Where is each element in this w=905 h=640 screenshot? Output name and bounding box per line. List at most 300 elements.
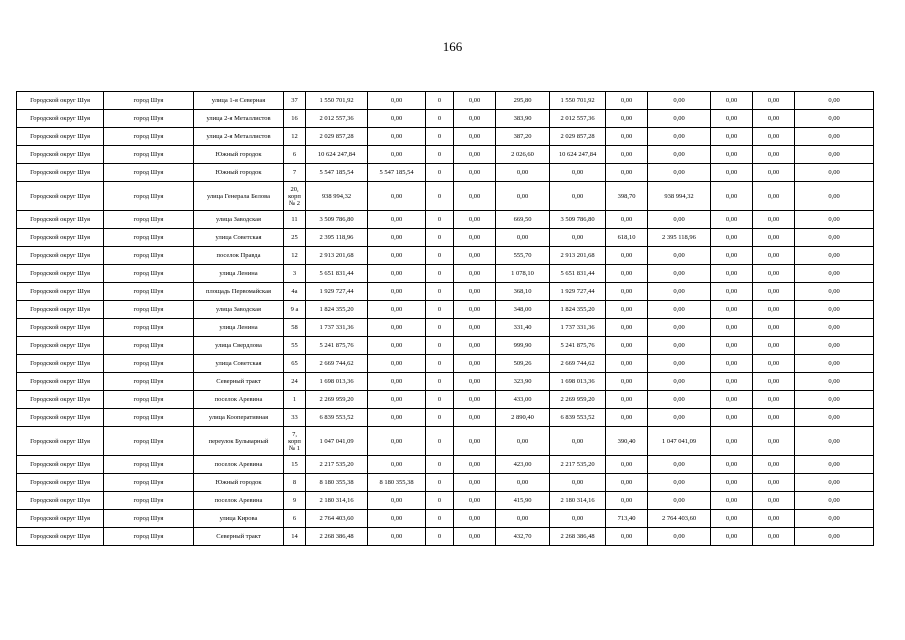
house-number-cell: 11 bbox=[284, 211, 306, 229]
cost-col-3-cell: 0,00 bbox=[454, 474, 496, 492]
cost-col-6-cell: 0,00 bbox=[711, 319, 753, 337]
cost-col-6-cell: 0,00 bbox=[711, 265, 753, 283]
cost-col-4-cell: 2 268 386,48 bbox=[550, 528, 606, 546]
municipality-cell: Городской округ Шуя bbox=[17, 92, 104, 110]
cost-col-3-cell: 0,00 bbox=[454, 456, 496, 474]
settlement-cell: город Шуя bbox=[104, 229, 194, 247]
cost-col-6-cell: 0,00 bbox=[711, 510, 753, 528]
area-col-1-cell: 2 890,40 bbox=[496, 409, 550, 427]
area-col-2-cell: 618,10 bbox=[606, 229, 648, 247]
area-col-1-cell: 323,90 bbox=[496, 373, 550, 391]
cost-col-3-cell: 0,00 bbox=[454, 128, 496, 146]
cost-col-3-cell: 0,00 bbox=[454, 319, 496, 337]
cost-col-2-cell: 0,00 bbox=[368, 337, 426, 355]
cost-col-7-cell: 0,00 bbox=[753, 211, 795, 229]
cost-col-3-cell: 0,00 bbox=[454, 182, 496, 211]
settlement-cell: город Шуя bbox=[104, 265, 194, 283]
settlement-cell: город Шуя bbox=[104, 427, 194, 456]
settlement-cell: город Шуя bbox=[104, 319, 194, 337]
cost-col-2-cell: 0,00 bbox=[368, 92, 426, 110]
table-row bbox=[17, 528, 874, 546]
street-cell: улица Кирова bbox=[194, 510, 284, 528]
total-cost-cell: 6 839 553,52 bbox=[306, 409, 368, 427]
cost-col-6-cell: 0,00 bbox=[711, 391, 753, 409]
municipality-cell: Городской округ Шуя bbox=[17, 146, 104, 164]
area-col-1-cell: 423,00 bbox=[496, 456, 550, 474]
area-col-1-cell: 999,90 bbox=[496, 337, 550, 355]
cost-col-3-cell: 0,00 bbox=[454, 229, 496, 247]
area-col-2-cell: 0,00 bbox=[606, 211, 648, 229]
area-col-1-cell: 0,00 bbox=[496, 164, 550, 182]
cost-col-7-cell: 0,00 bbox=[753, 265, 795, 283]
house-number-cell: 37 bbox=[284, 92, 306, 110]
area-col-2-cell: 0,00 bbox=[606, 355, 648, 373]
house-number-cell: 6 bbox=[284, 510, 306, 528]
area-col-2-cell: 0,00 bbox=[606, 265, 648, 283]
cost-col-7-cell: 0,00 bbox=[753, 229, 795, 247]
area-col-2-cell: 0,00 bbox=[606, 337, 648, 355]
table-row bbox=[17, 146, 874, 164]
cost-col-4-cell: 2 913 201,68 bbox=[550, 247, 606, 265]
area-col-2-cell: 0,00 bbox=[606, 247, 648, 265]
house-number-cell: 15 bbox=[284, 456, 306, 474]
cost-col-4-cell: 2 669 744,62 bbox=[550, 355, 606, 373]
total-cost-cell: 1 824 355,20 bbox=[306, 301, 368, 319]
cost-col-5-cell: 0,00 bbox=[648, 528, 711, 546]
cost-col-6-cell: 0,00 bbox=[711, 283, 753, 301]
cost-col-4-cell: 3 509 786,80 bbox=[550, 211, 606, 229]
cost-col-5-cell: 0,00 bbox=[648, 355, 711, 373]
municipality-cell: Городской округ Шуя bbox=[17, 355, 104, 373]
cost-col-7-cell: 0,00 bbox=[753, 492, 795, 510]
municipality-cell: Городской округ Шуя bbox=[17, 391, 104, 409]
cost-col-7-cell: 0,00 bbox=[753, 182, 795, 211]
table-body bbox=[17, 92, 874, 546]
cost-col-7-cell: 0,00 bbox=[753, 528, 795, 546]
total-cost-cell: 2 180 314,16 bbox=[306, 492, 368, 510]
settlement-cell: город Шуя bbox=[104, 247, 194, 265]
house-number-cell: 12 bbox=[284, 128, 306, 146]
cost-col-7-cell: 0,00 bbox=[753, 301, 795, 319]
total-cost-cell: 2 764 403,60 bbox=[306, 510, 368, 528]
count-col-cell: 0 bbox=[426, 337, 454, 355]
cost-col-5-cell: 0,00 bbox=[648, 409, 711, 427]
area-col-1-cell: 509,26 bbox=[496, 355, 550, 373]
cost-col-8-cell: 0,00 bbox=[795, 247, 874, 265]
cost-col-2-cell: 0,00 bbox=[368, 146, 426, 164]
cost-col-6-cell: 0,00 bbox=[711, 409, 753, 427]
cost-col-8-cell: 0,00 bbox=[795, 146, 874, 164]
cost-col-5-cell: 0,00 bbox=[648, 110, 711, 128]
area-col-2-cell: 0,00 bbox=[606, 373, 648, 391]
table-row bbox=[17, 409, 874, 427]
cost-col-2-cell: 0,00 bbox=[368, 409, 426, 427]
cost-col-3-cell: 0,00 bbox=[454, 510, 496, 528]
count-col-cell: 0 bbox=[426, 247, 454, 265]
cost-col-4-cell: 6 839 553,52 bbox=[550, 409, 606, 427]
street-cell: площадь Первомайская bbox=[194, 283, 284, 301]
municipality-cell: Городской округ Шуя bbox=[17, 373, 104, 391]
cost-col-4-cell: 5 241 875,76 bbox=[550, 337, 606, 355]
cost-col-4-cell: 1 824 355,20 bbox=[550, 301, 606, 319]
street-cell: улица 2-я Металлистов bbox=[194, 128, 284, 146]
total-cost-cell: 2 913 201,68 bbox=[306, 247, 368, 265]
street-cell: улица 2-я Металлистов bbox=[194, 110, 284, 128]
total-cost-cell: 10 624 247,84 bbox=[306, 146, 368, 164]
count-col-cell: 0 bbox=[426, 409, 454, 427]
settlement-cell: город Шуя bbox=[104, 373, 194, 391]
settlement-cell: город Шуя bbox=[104, 510, 194, 528]
total-cost-cell: 2 268 386,48 bbox=[306, 528, 368, 546]
total-cost-cell: 2 269 959,20 bbox=[306, 391, 368, 409]
cost-col-3-cell: 0,00 bbox=[454, 146, 496, 164]
municipality-cell: Городской округ Шуя bbox=[17, 528, 104, 546]
cost-col-5-cell: 0,00 bbox=[648, 128, 711, 146]
cost-col-8-cell: 0,00 bbox=[795, 319, 874, 337]
settlement-cell: город Шуя bbox=[104, 92, 194, 110]
cost-col-3-cell: 0,00 bbox=[454, 528, 496, 546]
settlement-cell: город Шуя bbox=[104, 474, 194, 492]
municipality-cell: Городской округ Шуя bbox=[17, 283, 104, 301]
cost-col-8-cell: 0,00 bbox=[795, 110, 874, 128]
settlement-cell: город Шуя bbox=[104, 211, 194, 229]
street-cell: Южный городок bbox=[194, 164, 284, 182]
cost-col-6-cell: 0,00 bbox=[711, 128, 753, 146]
street-cell: улица Кооперативная bbox=[194, 409, 284, 427]
cost-col-2-cell: 0,00 bbox=[368, 456, 426, 474]
cost-col-5-cell: 0,00 bbox=[648, 492, 711, 510]
cost-col-3-cell: 0,00 bbox=[454, 247, 496, 265]
house-number-cell: 55 bbox=[284, 337, 306, 355]
house-number-cell: 7, корп № 1 bbox=[284, 427, 306, 456]
municipality-cell: Городской округ Шуя bbox=[17, 301, 104, 319]
area-col-1-cell: 0,00 bbox=[496, 229, 550, 247]
area-col-1-cell: 1 078,10 bbox=[496, 265, 550, 283]
municipality-cell: Городской округ Шуя bbox=[17, 319, 104, 337]
municipality-cell: Городской округ Шуя bbox=[17, 492, 104, 510]
street-cell: улица Свердлова bbox=[194, 337, 284, 355]
table-row bbox=[17, 283, 874, 301]
cost-col-3-cell: 0,00 bbox=[454, 427, 496, 456]
count-col-cell: 0 bbox=[426, 211, 454, 229]
house-number-cell: 6 bbox=[284, 146, 306, 164]
cost-col-6-cell: 0,00 bbox=[711, 164, 753, 182]
settlement-cell: город Шуя bbox=[104, 182, 194, 211]
total-cost-cell: 3 509 786,80 bbox=[306, 211, 368, 229]
cost-col-2-cell: 0,00 bbox=[368, 528, 426, 546]
count-col-cell: 0 bbox=[426, 164, 454, 182]
house-number-cell: 20, корп № 2 bbox=[284, 182, 306, 211]
count-col-cell: 0 bbox=[426, 265, 454, 283]
cost-col-2-cell: 0,00 bbox=[368, 211, 426, 229]
cost-col-4-cell: 2 029 857,28 bbox=[550, 128, 606, 146]
settlement-cell: город Шуя bbox=[104, 146, 194, 164]
count-col-cell: 0 bbox=[426, 229, 454, 247]
count-col-cell: 0 bbox=[426, 456, 454, 474]
cost-col-2-cell: 0,00 bbox=[368, 319, 426, 337]
cost-col-8-cell: 0,00 bbox=[795, 456, 874, 474]
cost-col-8-cell: 0,00 bbox=[795, 528, 874, 546]
municipality-cell: Городской округ Шуя bbox=[17, 110, 104, 128]
house-number-cell: 24 bbox=[284, 373, 306, 391]
area-col-2-cell: 0,00 bbox=[606, 474, 648, 492]
table-row bbox=[17, 265, 874, 283]
count-col-cell: 0 bbox=[426, 510, 454, 528]
house-number-cell: 4а bbox=[284, 283, 306, 301]
cost-col-5-cell: 0,00 bbox=[648, 265, 711, 283]
cost-col-5-cell: 0,00 bbox=[648, 283, 711, 301]
cost-col-4-cell: 1 550 701,92 bbox=[550, 92, 606, 110]
table-row bbox=[17, 373, 874, 391]
cost-col-2-cell: 5 547 185,54 bbox=[368, 164, 426, 182]
house-number-cell: 3 bbox=[284, 265, 306, 283]
municipality-cell: Городской округ Шуя bbox=[17, 427, 104, 456]
cost-col-7-cell: 0,00 bbox=[753, 355, 795, 373]
street-cell: Южный городок bbox=[194, 146, 284, 164]
cost-col-5-cell: 0,00 bbox=[648, 474, 711, 492]
table-row bbox=[17, 301, 874, 319]
cost-col-6-cell: 0,00 bbox=[711, 229, 753, 247]
cost-col-7-cell: 0,00 bbox=[753, 409, 795, 427]
house-number-cell: 7 bbox=[284, 164, 306, 182]
total-cost-cell: 1 929 727,44 bbox=[306, 283, 368, 301]
cost-col-2-cell: 0,00 bbox=[368, 373, 426, 391]
cost-col-7-cell: 0,00 bbox=[753, 427, 795, 456]
area-col-1-cell: 0,00 bbox=[496, 182, 550, 211]
house-number-cell: 58 bbox=[284, 319, 306, 337]
cost-col-5-cell: 0,00 bbox=[648, 391, 711, 409]
total-cost-cell: 5 241 875,76 bbox=[306, 337, 368, 355]
area-col-2-cell: 390,40 bbox=[606, 427, 648, 456]
cost-col-8-cell: 0,00 bbox=[795, 92, 874, 110]
area-col-2-cell: 0,00 bbox=[606, 146, 648, 164]
cost-col-5-cell: 0,00 bbox=[648, 456, 711, 474]
cost-col-7-cell: 0,00 bbox=[753, 92, 795, 110]
cost-col-4-cell: 1 737 331,36 bbox=[550, 319, 606, 337]
cost-col-4-cell: 1 698 013,36 bbox=[550, 373, 606, 391]
cost-col-5-cell: 1 047 041,09 bbox=[648, 427, 711, 456]
table-row bbox=[17, 92, 874, 110]
area-col-1-cell: 433,00 bbox=[496, 391, 550, 409]
cost-col-2-cell: 0,00 bbox=[368, 427, 426, 456]
street-cell: улица Генерала Белова bbox=[194, 182, 284, 211]
settlement-cell: город Шуя bbox=[104, 110, 194, 128]
settlement-cell: город Шуя bbox=[104, 283, 194, 301]
cost-col-7-cell: 0,00 bbox=[753, 164, 795, 182]
count-col-cell: 0 bbox=[426, 283, 454, 301]
settlement-cell: город Шуя bbox=[104, 409, 194, 427]
cost-col-3-cell: 0,00 bbox=[454, 337, 496, 355]
settlement-cell: город Шуя bbox=[104, 456, 194, 474]
total-cost-cell: 1 698 013,36 bbox=[306, 373, 368, 391]
cost-col-5-cell: 2 764 403,60 bbox=[648, 510, 711, 528]
cost-col-8-cell: 0,00 bbox=[795, 337, 874, 355]
municipality-cell: Городской округ Шуя bbox=[17, 247, 104, 265]
cost-col-5-cell: 0,00 bbox=[648, 301, 711, 319]
cost-col-7-cell: 0,00 bbox=[753, 247, 795, 265]
total-cost-cell: 5 651 831,44 bbox=[306, 265, 368, 283]
table-row bbox=[17, 474, 874, 492]
municipality-cell: Городской округ Шуя bbox=[17, 211, 104, 229]
cost-col-3-cell: 0,00 bbox=[454, 164, 496, 182]
cost-col-6-cell: 0,00 bbox=[711, 211, 753, 229]
cost-col-8-cell: 0,00 bbox=[795, 474, 874, 492]
house-number-cell: 33 bbox=[284, 409, 306, 427]
cost-col-4-cell: 2 217 535,20 bbox=[550, 456, 606, 474]
cost-col-7-cell: 0,00 bbox=[753, 391, 795, 409]
area-col-1-cell: 555,70 bbox=[496, 247, 550, 265]
cost-col-8-cell: 0,00 bbox=[795, 373, 874, 391]
cost-col-4-cell: 10 624 247,84 bbox=[550, 146, 606, 164]
cost-col-3-cell: 0,00 bbox=[454, 391, 496, 409]
area-col-1-cell: 415,90 bbox=[496, 492, 550, 510]
table-row bbox=[17, 247, 874, 265]
area-col-2-cell: 0,00 bbox=[606, 164, 648, 182]
table-row bbox=[17, 319, 874, 337]
area-col-2-cell: 0,00 bbox=[606, 391, 648, 409]
cost-col-7-cell: 0,00 bbox=[753, 110, 795, 128]
cost-col-4-cell: 0,00 bbox=[550, 182, 606, 211]
house-number-cell: 14 bbox=[284, 528, 306, 546]
count-col-cell: 0 bbox=[426, 427, 454, 456]
cost-col-2-cell: 0,00 bbox=[368, 492, 426, 510]
table-row bbox=[17, 427, 874, 456]
cost-col-2-cell: 0,00 bbox=[368, 110, 426, 128]
area-col-1-cell: 0,00 bbox=[496, 510, 550, 528]
cost-col-4-cell: 2 180 314,16 bbox=[550, 492, 606, 510]
municipality-cell: Городской округ Шуя bbox=[17, 182, 104, 211]
table-row bbox=[17, 510, 874, 528]
municipality-cell: Городской округ Шуя bbox=[17, 510, 104, 528]
total-cost-cell: 2 029 857,28 bbox=[306, 128, 368, 146]
municipality-cell: Городской округ Шуя bbox=[17, 337, 104, 355]
cost-col-6-cell: 0,00 bbox=[711, 355, 753, 373]
count-col-cell: 0 bbox=[426, 474, 454, 492]
count-col-cell: 0 bbox=[426, 301, 454, 319]
total-cost-cell: 2 669 744,62 bbox=[306, 355, 368, 373]
house-number-cell: 9 bbox=[284, 492, 306, 510]
street-cell: улица Советская bbox=[194, 355, 284, 373]
housing-repair-table bbox=[16, 91, 874, 546]
street-cell: улица Заводская bbox=[194, 211, 284, 229]
count-col-cell: 0 bbox=[426, 355, 454, 373]
cost-col-7-cell: 0,00 bbox=[753, 456, 795, 474]
cost-col-7-cell: 0,00 bbox=[753, 474, 795, 492]
table-row bbox=[17, 391, 874, 409]
area-col-1-cell: 0,00 bbox=[496, 427, 550, 456]
table-row bbox=[17, 492, 874, 510]
cost-col-2-cell: 0,00 bbox=[368, 128, 426, 146]
cost-col-8-cell: 0,00 bbox=[795, 355, 874, 373]
area-col-1-cell: 331,40 bbox=[496, 319, 550, 337]
cost-col-6-cell: 0,00 bbox=[711, 92, 753, 110]
area-col-2-cell: 0,00 bbox=[606, 528, 648, 546]
settlement-cell: город Шуя bbox=[104, 301, 194, 319]
street-cell: улица Ленина bbox=[194, 265, 284, 283]
street-cell: Северный тракт bbox=[194, 528, 284, 546]
count-col-cell: 0 bbox=[426, 391, 454, 409]
table-row bbox=[17, 182, 874, 211]
total-cost-cell: 938 994,32 bbox=[306, 182, 368, 211]
cost-col-3-cell: 0,00 bbox=[454, 211, 496, 229]
house-number-cell: 25 bbox=[284, 229, 306, 247]
settlement-cell: город Шуя bbox=[104, 128, 194, 146]
cost-col-7-cell: 0,00 bbox=[753, 373, 795, 391]
area-col-2-cell: 0,00 bbox=[606, 319, 648, 337]
cost-col-8-cell: 0,00 bbox=[795, 229, 874, 247]
cost-col-5-cell: 0,00 bbox=[648, 247, 711, 265]
area-col-1-cell: 387,20 bbox=[496, 128, 550, 146]
cost-col-8-cell: 0,00 bbox=[795, 265, 874, 283]
municipality-cell: Городской округ Шуя bbox=[17, 474, 104, 492]
cost-col-4-cell: 2 012 557,36 bbox=[550, 110, 606, 128]
total-cost-cell: 1 737 331,36 bbox=[306, 319, 368, 337]
cost-col-8-cell: 0,00 bbox=[795, 211, 874, 229]
cost-col-4-cell: 0,00 bbox=[550, 474, 606, 492]
cost-col-2-cell: 0,00 bbox=[368, 301, 426, 319]
cost-col-2-cell: 0,00 bbox=[368, 355, 426, 373]
area-col-1-cell: 348,00 bbox=[496, 301, 550, 319]
settlement-cell: город Шуя bbox=[104, 337, 194, 355]
municipality-cell: Городской округ Шуя bbox=[17, 229, 104, 247]
street-cell: улица Заводская bbox=[194, 301, 284, 319]
cost-col-4-cell: 0,00 bbox=[550, 164, 606, 182]
cost-col-6-cell: 0,00 bbox=[711, 427, 753, 456]
total-cost-cell: 1 550 701,92 bbox=[306, 92, 368, 110]
municipality-cell: Городской округ Шуя bbox=[17, 265, 104, 283]
total-cost-cell: 2 395 118,96 bbox=[306, 229, 368, 247]
total-cost-cell: 1 047 041,09 bbox=[306, 427, 368, 456]
count-col-cell: 0 bbox=[426, 110, 454, 128]
cost-col-8-cell: 0,00 bbox=[795, 283, 874, 301]
cost-col-5-cell: 0,00 bbox=[648, 146, 711, 164]
cost-col-2-cell: 8 180 355,38 bbox=[368, 474, 426, 492]
municipality-cell: Городской округ Шуя bbox=[17, 456, 104, 474]
cost-col-5-cell: 0,00 bbox=[648, 373, 711, 391]
cost-col-4-cell: 0,00 bbox=[550, 427, 606, 456]
house-number-cell: 1 bbox=[284, 391, 306, 409]
cost-col-6-cell: 0,00 bbox=[711, 146, 753, 164]
street-cell: поселок Аревина bbox=[194, 456, 284, 474]
area-col-1-cell: 0,00 bbox=[496, 474, 550, 492]
street-cell: улица Ленина bbox=[194, 319, 284, 337]
cost-col-5-cell: 938 994,32 bbox=[648, 182, 711, 211]
street-cell: поселок Аревина bbox=[194, 391, 284, 409]
cost-col-2-cell: 0,00 bbox=[368, 182, 426, 211]
street-cell: поселок Правда bbox=[194, 247, 284, 265]
cost-col-4-cell: 5 651 831,44 bbox=[550, 265, 606, 283]
cost-col-2-cell: 0,00 bbox=[368, 283, 426, 301]
area-col-2-cell: 398,70 bbox=[606, 182, 648, 211]
cost-col-8-cell: 0,00 bbox=[795, 301, 874, 319]
table-row bbox=[17, 337, 874, 355]
cost-col-8-cell: 0,00 bbox=[795, 182, 874, 211]
cost-col-8-cell: 0,00 bbox=[795, 128, 874, 146]
street-cell: переулок Бульварный bbox=[194, 427, 284, 456]
cost-col-7-cell: 0,00 bbox=[753, 283, 795, 301]
cost-col-6-cell: 0,00 bbox=[711, 528, 753, 546]
area-col-2-cell: 0,00 bbox=[606, 492, 648, 510]
cost-col-6-cell: 0,00 bbox=[711, 301, 753, 319]
cost-col-6-cell: 0,00 bbox=[711, 247, 753, 265]
settlement-cell: город Шуя bbox=[104, 492, 194, 510]
cost-col-6-cell: 0,00 bbox=[711, 474, 753, 492]
area-col-2-cell: 0,00 bbox=[606, 283, 648, 301]
cost-col-3-cell: 0,00 bbox=[454, 110, 496, 128]
page-number: 166 bbox=[442, 39, 463, 54]
cost-col-3-cell: 0,00 bbox=[454, 265, 496, 283]
street-cell: Южный городок bbox=[194, 474, 284, 492]
